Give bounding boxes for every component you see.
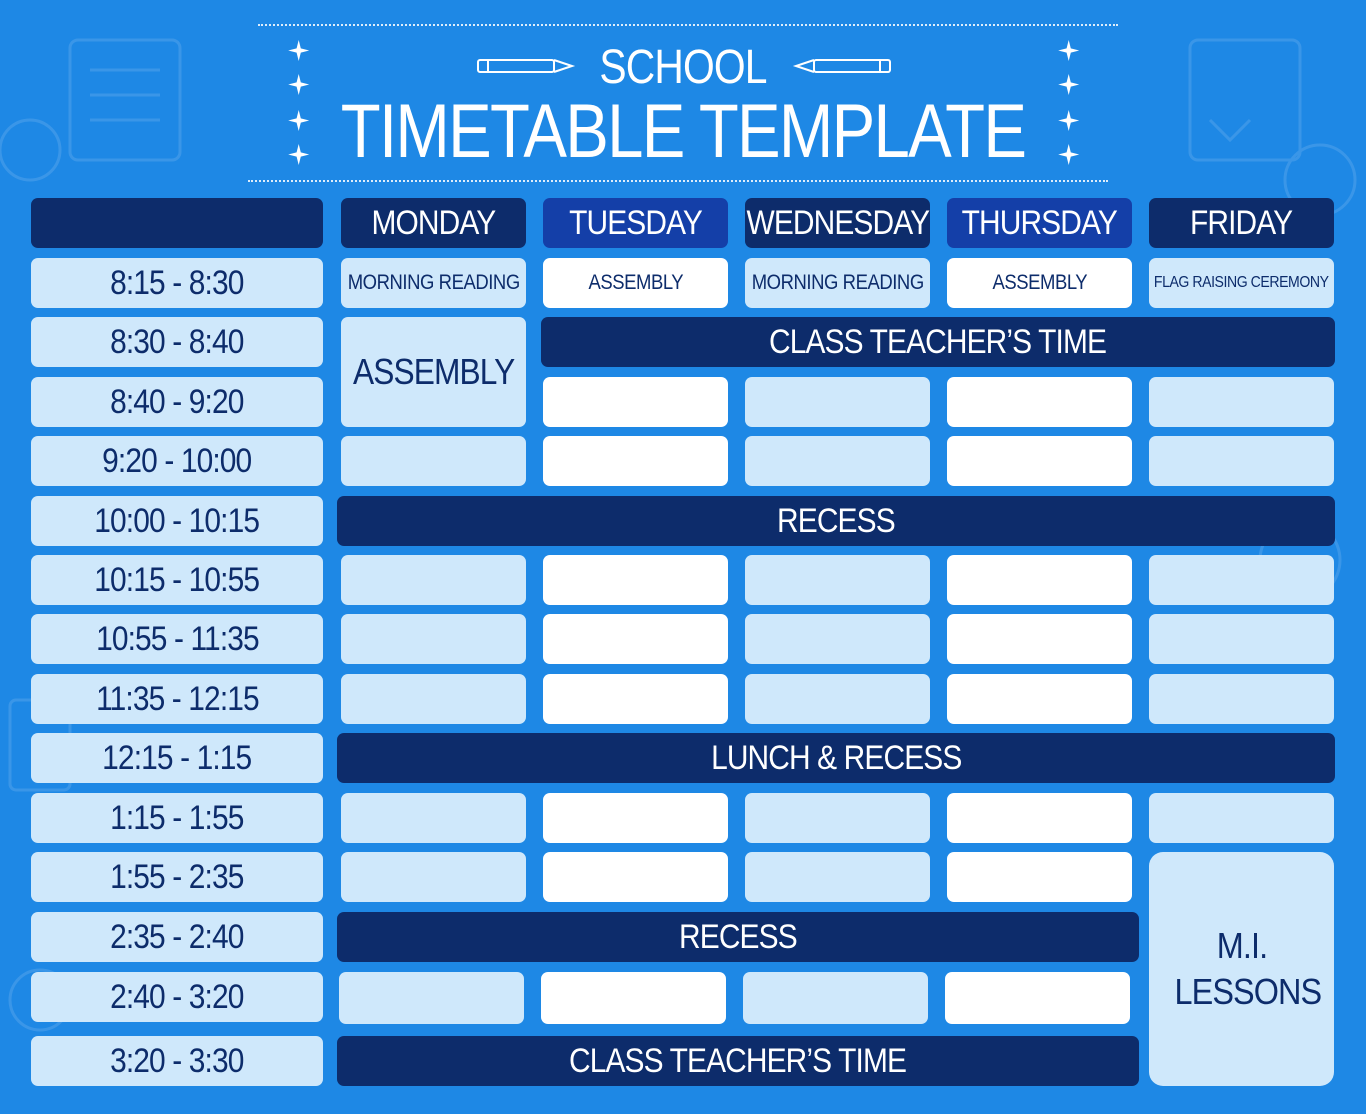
cell-empty[interactable] [947, 674, 1132, 724]
cell-empty[interactable] [543, 614, 728, 664]
bottom-dotted-line [248, 180, 1108, 182]
cell-empty[interactable] [947, 793, 1132, 843]
cell-empty[interactable] [945, 972, 1130, 1024]
cell-monday-assembly: ASSEMBLY [341, 317, 526, 427]
cell-empty[interactable] [745, 555, 930, 605]
time-slot: 10:15 - 10:55 [31, 555, 323, 605]
cell-empty[interactable] [543, 436, 728, 486]
cell-empty[interactable] [1149, 614, 1334, 664]
title-timetable-template: TIMETABLE TEMPLATE [340, 89, 1026, 174]
cell-empty[interactable] [745, 377, 930, 427]
top-dotted-line [258, 24, 1118, 26]
cell-empty[interactable] [1149, 555, 1334, 605]
cell-empty[interactable] [341, 852, 526, 902]
day-header-friday: FRIDAY [1149, 198, 1334, 248]
time-slot: 1:15 - 1:55 [31, 793, 323, 843]
time-slot: 1:55 - 2:35 [31, 852, 323, 902]
cell-empty[interactable] [339, 972, 524, 1024]
time-slot: 12:15 - 1:15 [31, 733, 323, 783]
time-slot: 2:40 - 3:20 [31, 972, 323, 1022]
time-slot: 3:20 - 3:30 [31, 1036, 323, 1086]
cell-empty[interactable] [743, 972, 928, 1024]
time-slot: 11:35 - 12:15 [31, 674, 323, 724]
time-slot: 8:40 - 9:20 [31, 377, 323, 427]
cell-empty[interactable] [1149, 436, 1334, 486]
cell-tuesday-assembly: ASSEMBLY [543, 258, 728, 308]
day-header-tuesday: TUESDAY [543, 198, 728, 248]
time-slot: 10:55 - 11:35 [31, 614, 323, 664]
cell-empty[interactable] [745, 436, 930, 486]
cell-empty[interactable] [947, 852, 1132, 902]
cell-empty[interactable] [543, 377, 728, 427]
header-corner [31, 198, 323, 248]
cell-empty[interactable] [745, 852, 930, 902]
cell-empty[interactable] [341, 555, 526, 605]
cell-empty[interactable] [947, 555, 1132, 605]
cell-friday-flag-raising: FLAG RAISING CEREMONY [1149, 258, 1334, 308]
day-header-monday: MONDAY [341, 198, 526, 248]
cell-empty[interactable] [541, 972, 726, 1024]
time-slot: 10:00 - 10:15 [31, 496, 323, 546]
cell-empty[interactable] [543, 674, 728, 724]
day-header-wednesday: WEDNESDAY [745, 198, 930, 248]
cell-empty[interactable] [745, 793, 930, 843]
cell-thursday-assembly: ASSEMBLY [947, 258, 1132, 308]
cell-empty[interactable] [543, 852, 728, 902]
cell-empty[interactable] [543, 793, 728, 843]
cell-empty[interactable] [341, 793, 526, 843]
cell-empty[interactable] [745, 674, 930, 724]
band-class-teacher-time-top: CLASS TEACHER’S TIME [541, 317, 1335, 367]
cell-empty[interactable] [1149, 674, 1334, 724]
cell-monday-morning-reading: MORNING READING [341, 258, 526, 308]
title-school: SCHOOL [599, 41, 767, 94]
cell-empty[interactable] [947, 436, 1132, 486]
cell-empty[interactable] [341, 674, 526, 724]
cell-empty[interactable] [947, 377, 1132, 427]
cell-empty[interactable] [745, 614, 930, 664]
cell-wednesday-morning-reading: MORNING READING [745, 258, 930, 308]
day-header-thursday: THURSDAY [947, 198, 1132, 248]
cell-empty[interactable] [341, 436, 526, 486]
time-slot: 2:35 - 2:40 [31, 912, 323, 962]
cell-empty[interactable] [1149, 793, 1334, 843]
cell-empty[interactable] [543, 555, 728, 605]
band-recess-1: RECESS [337, 496, 1335, 546]
cell-empty[interactable] [341, 614, 526, 664]
cell-friday-mi-lessons: M.I. LESSONS [1149, 852, 1334, 1086]
band-recess-2: RECESS [337, 912, 1139, 962]
time-slot: 8:15 - 8:30 [31, 258, 323, 308]
band-lunch-recess: LUNCH & RECESS [337, 733, 1335, 783]
cell-empty[interactable] [1149, 377, 1334, 427]
cell-empty[interactable] [947, 614, 1132, 664]
time-slot: 8:30 - 8:40 [31, 317, 323, 367]
band-class-teacher-time-bottom: CLASS TEACHER’S TIME [337, 1036, 1139, 1086]
time-slot: 9:20 - 10:00 [31, 436, 323, 486]
